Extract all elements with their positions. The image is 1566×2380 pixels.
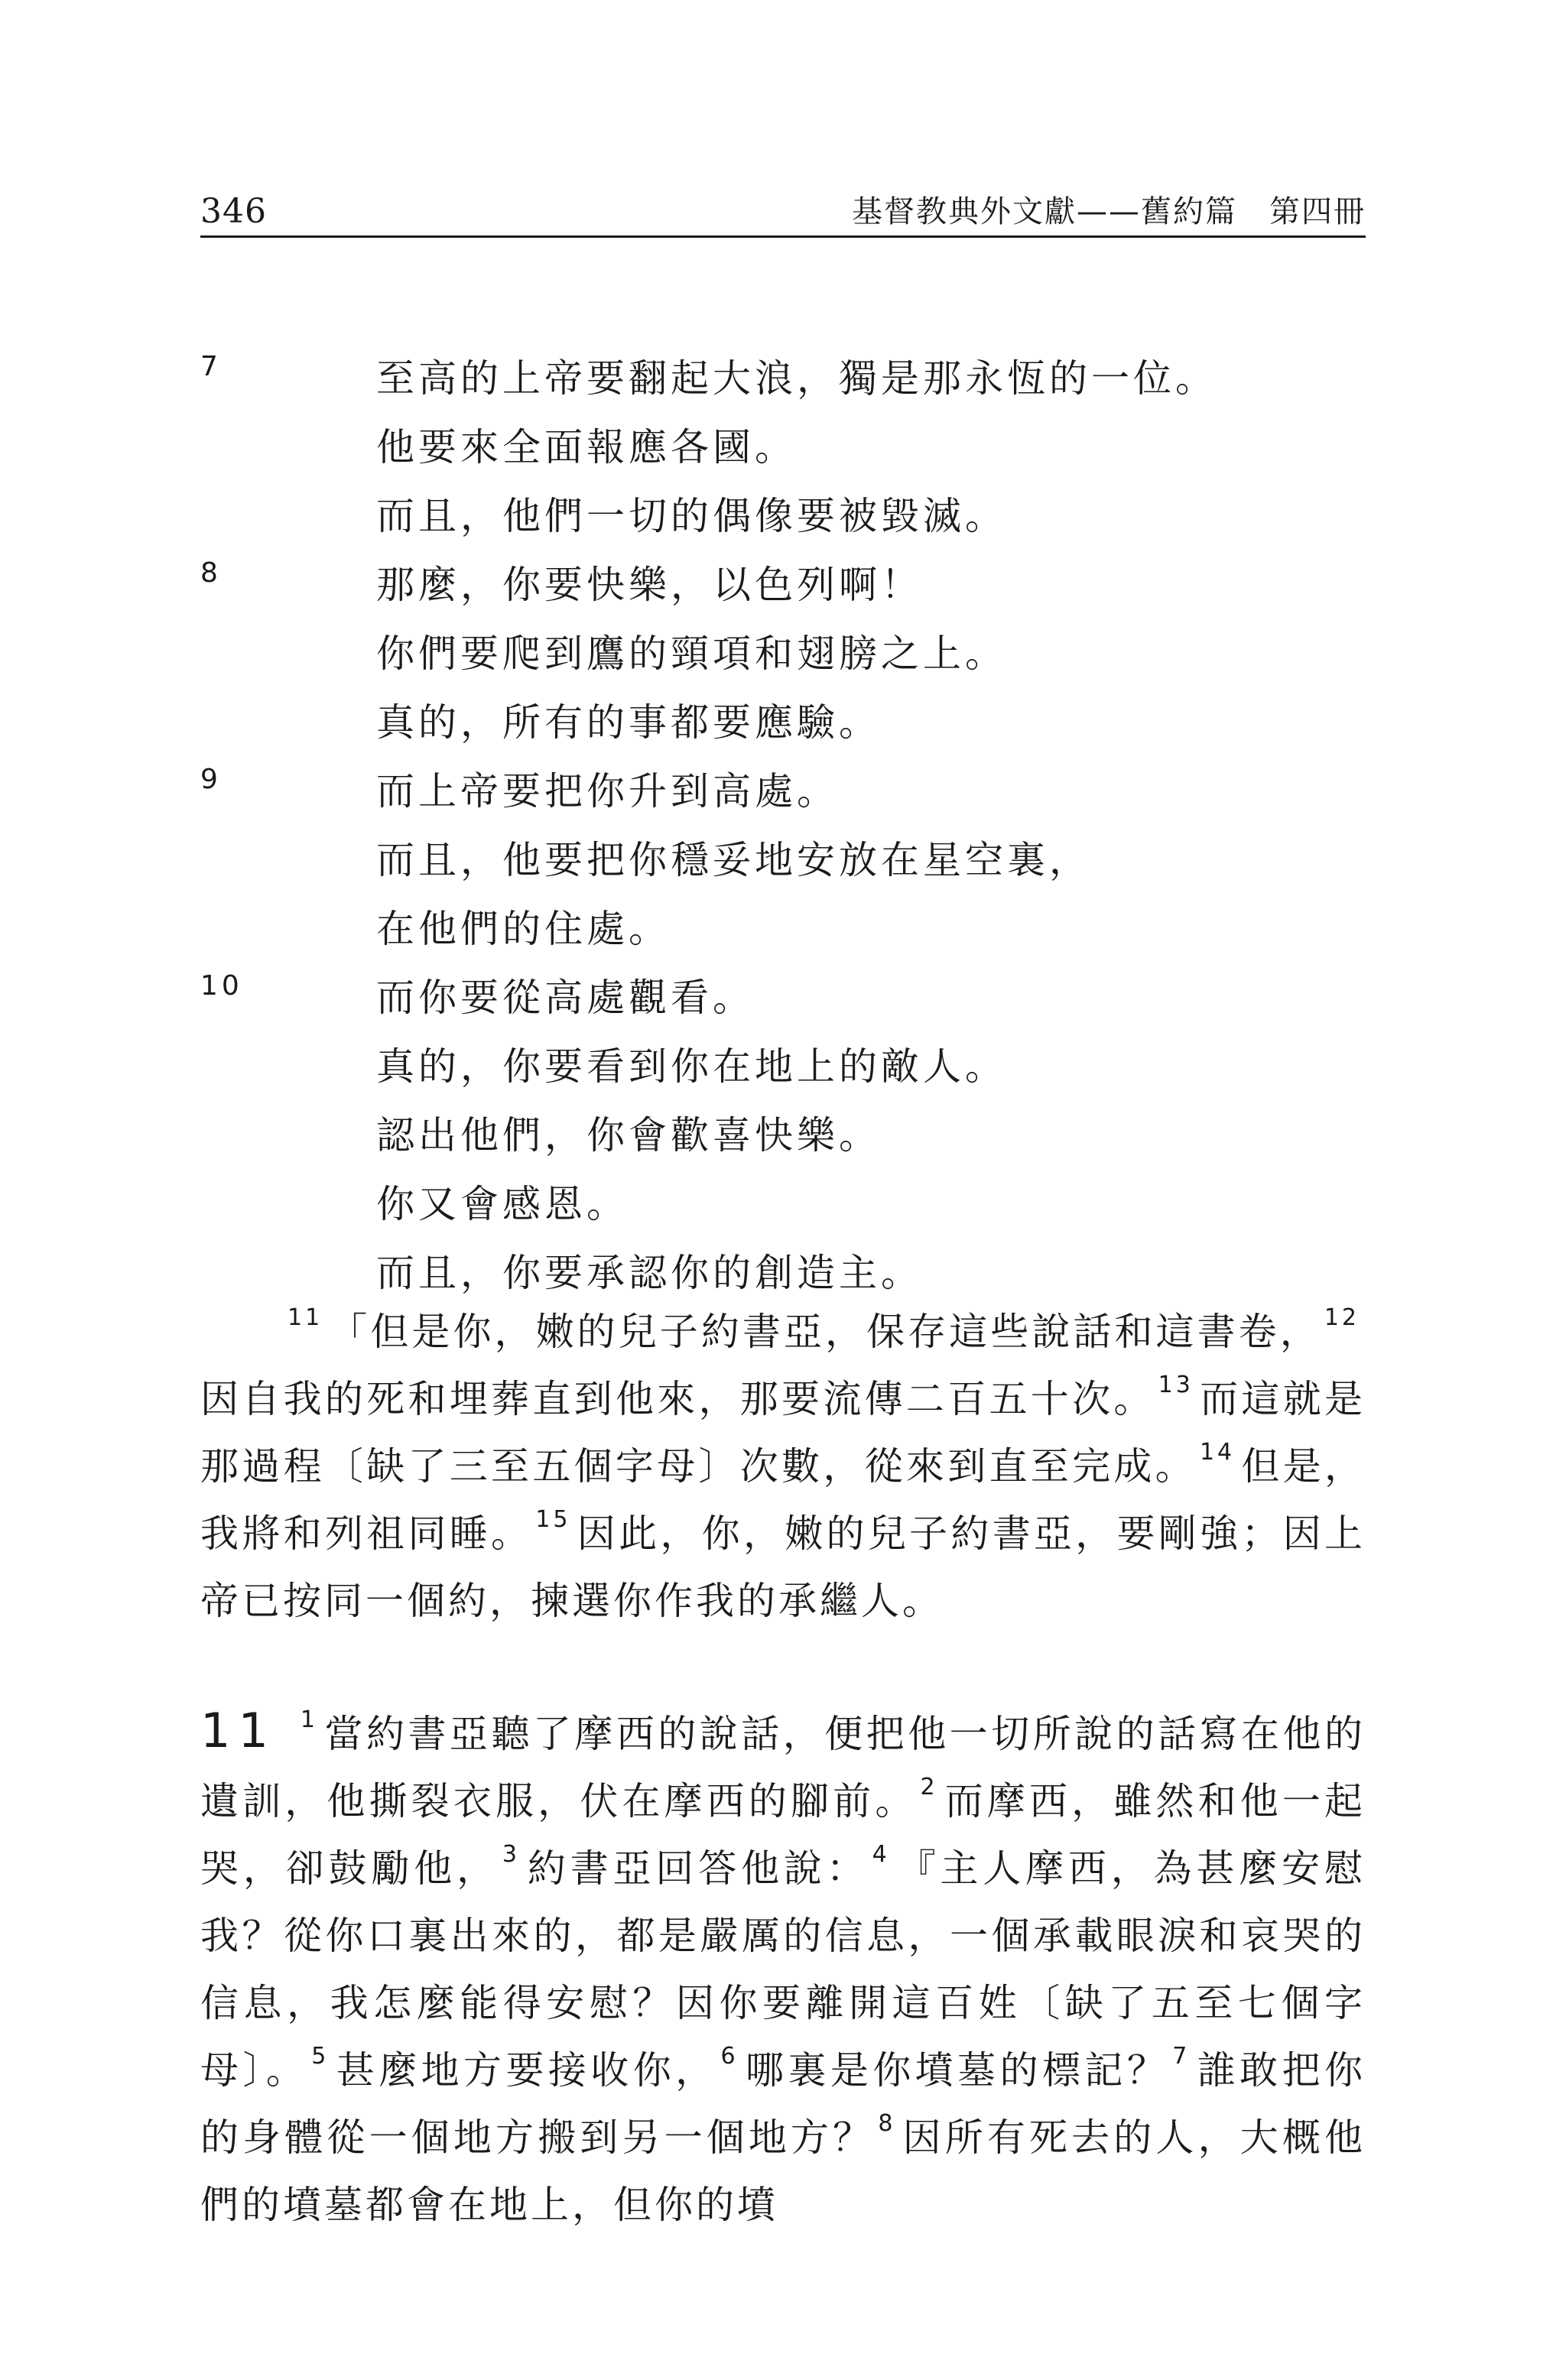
verse-segment bbox=[718, 2043, 1170, 2093]
prose-paragraph bbox=[200, 1298, 1366, 1635]
poem-line-text: 而你要從高處觀看。 bbox=[376, 976, 755, 1020]
poem-line-text: 認出他們，你會歡喜快樂。 bbox=[376, 1113, 881, 1158]
verse-number: 10 bbox=[200, 970, 243, 1002]
poem-section bbox=[200, 344, 1366, 1307]
verse-number: 2 bbox=[920, 1774, 938, 1800]
poem-line bbox=[200, 1101, 1366, 1170]
verse-text: 「但是你，嫩的兒子約書亞，保存這些說話和這書卷， bbox=[329, 1310, 1321, 1354]
verse-text: 誰敢把你的身體從一個地方搬到另一個地方？ bbox=[200, 2048, 1366, 2160]
poem-line bbox=[200, 413, 1366, 482]
verse-segment bbox=[284, 1304, 1321, 1354]
chapter-number: 11 bbox=[200, 1703, 276, 1758]
poem-line bbox=[200, 482, 1366, 550]
verse-number: 12 bbox=[1324, 1304, 1360, 1331]
verse-text: 當約書亞聽了摩西的說話，便把他一切所說的話寫在他的遺訓，他撕裂衣服，伏在摩西的腳前。 bbox=[200, 1712, 1366, 1823]
verse-number: 8 bbox=[200, 557, 222, 589]
poem-line-text: 那麼，你要快樂，以色列啊！ bbox=[376, 563, 923, 607]
verse-segment bbox=[499, 1841, 869, 1891]
poem-line bbox=[200, 1032, 1366, 1101]
poem-line bbox=[200, 619, 1366, 688]
poem-line-text: 至高的上帝要翻起大浪，獨是那永恆的一位。 bbox=[376, 356, 1217, 401]
poem-line-text: 真的，你要看到你在地上的敵人。 bbox=[376, 1044, 1007, 1089]
poem-line bbox=[200, 344, 1366, 413]
poem-line bbox=[200, 895, 1366, 963]
verse-text: 哪裏是你墳墓的標記？ bbox=[744, 2048, 1170, 2093]
poem-line bbox=[200, 1239, 1366, 1307]
verse-text: 但是，我將和列祖同睡。 bbox=[200, 1444, 1366, 1556]
poem-line-text: 在他們的住處。 bbox=[376, 907, 671, 951]
verse-number: 5 bbox=[311, 2043, 330, 2070]
verse-text: 因自我的死和埋葬直到他來，那要流傳二百五十次。 bbox=[200, 1377, 1155, 1421]
verse-number: 4 bbox=[872, 1841, 890, 1868]
verse-text: 甚麼地方要接收你， bbox=[335, 2048, 718, 2093]
verse-segment bbox=[308, 2043, 718, 2093]
poem-line-text: 你們要爬到鷹的頸項和翅膀之上。 bbox=[376, 632, 1007, 676]
poem-line bbox=[200, 963, 1366, 1032]
poem-line-text: 你又會感恩。 bbox=[376, 1182, 629, 1226]
verse-number: 11 bbox=[288, 1304, 323, 1331]
poem-line-text: 而且，他們一切的偶像要被毀滅。 bbox=[376, 494, 1007, 538]
chapter-paragraph bbox=[200, 1697, 1366, 2239]
poem-line-text: 而上帝要把你升到高處。 bbox=[376, 769, 839, 813]
poem-line bbox=[200, 550, 1366, 619]
verse-number: 15 bbox=[535, 1506, 571, 1533]
verse-text: 而這就是那過程〔缺了三至五個字母〕次數，從來到直至完成。 bbox=[200, 1377, 1366, 1489]
poem-line bbox=[200, 1170, 1366, 1239]
poem-line bbox=[200, 757, 1366, 826]
poem-line-text: 他要來全面報應各國。 bbox=[376, 425, 797, 469]
verse-number: 6 bbox=[720, 2043, 739, 2070]
poem-line bbox=[200, 826, 1366, 895]
verse-text: 而摩西，雖然和他一起哭，卻鼓勵他， bbox=[200, 1779, 1366, 1891]
verse-text: 約書亞回答他說： bbox=[526, 1846, 869, 1891]
header-rule bbox=[200, 235, 1366, 238]
verse-number: 14 bbox=[1199, 1439, 1236, 1466]
verse-number: 7 bbox=[200, 351, 222, 382]
verse-number: 13 bbox=[1158, 1372, 1194, 1398]
verse-number: 7 bbox=[1172, 2043, 1191, 2070]
poem-line-text: 而且，他要把你穩妥地安放在星空裏， bbox=[376, 838, 1091, 882]
verse-text: 『主人摩西，為甚麼安慰我？從你口裏出來的，都是嚴厲的信息，一個承載眼淚和哀哭的信息，我怎麼能得安慰？因你要離開這百姓〔缺了五至七個字母〕。 bbox=[200, 1846, 1366, 2093]
poem-line-text: 真的，所有的事都要應驗。 bbox=[376, 700, 881, 745]
poem-line-text: 而且，你要承認你的創造主。 bbox=[376, 1251, 923, 1295]
verse-text: 因所有死去的人，大概他們的墳墓都會在地上，但你的墳 bbox=[200, 2115, 1366, 2227]
verse-number: 1 bbox=[300, 1706, 318, 1733]
verse-number: 3 bbox=[502, 1841, 521, 1868]
verse-text: 因此，你，嫩的兒子約書亞，要剛強；因上帝已按同一個約，揀選你作我的承繼人。 bbox=[200, 1511, 1366, 1623]
verse-number: 9 bbox=[200, 764, 222, 795]
running-header bbox=[200, 190, 1366, 235]
running-title: 基督教典外文獻——舊約篇 第四冊 bbox=[852, 194, 1366, 229]
poem-line bbox=[200, 688, 1366, 757]
verse-number: 8 bbox=[878, 2110, 896, 2137]
page-number: 346 bbox=[200, 192, 267, 231]
